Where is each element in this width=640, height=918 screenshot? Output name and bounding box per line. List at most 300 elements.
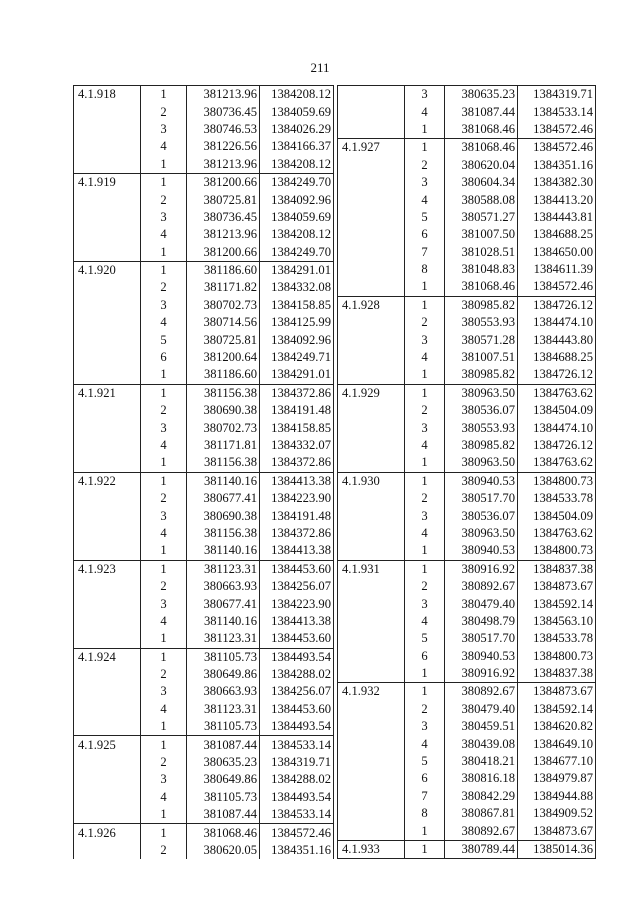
y-coordinate-cell: 1384026.29 [260,121,334,138]
x-coordinate-cell: 380725.81 [187,191,260,208]
plot-id-cell [338,402,405,419]
point-number-cell: 2 [141,666,187,683]
x-coordinate-cell: 380736.45 [187,209,260,226]
point-number-cell: 4 [405,613,445,630]
plot-id-cell: 4.1.918 [74,86,141,104]
coordinate-row [74,736,334,754]
y-coordinate-cell: 1384493.54 [260,648,334,666]
coordinate-row [338,683,596,701]
plot-id-cell [74,121,141,138]
y-coordinate-cell: 1384413.20 [518,191,596,208]
coordinate-row [338,402,596,419]
y-coordinate-cell: 1384763.62 [518,384,596,402]
x-coordinate-cell: 381186.60 [187,366,260,384]
y-coordinate-cell: 1384249.70 [260,173,334,191]
coordinate-row [338,261,596,278]
coordinate-row [74,156,334,174]
x-coordinate-cell: 380725.81 [187,331,260,348]
plot-id-cell [74,209,141,226]
y-coordinate-cell: 1384158.85 [260,419,334,436]
coordinate-row [338,157,596,174]
point-number-cell: 1 [141,384,187,402]
x-coordinate-cell: 380985.82 [445,437,518,454]
coordinate-row [74,244,334,262]
point-number-cell: 2 [141,842,187,859]
y-coordinate-cell: 1384453.60 [260,560,334,578]
coordinate-row [338,314,596,331]
x-coordinate-cell: 380479.40 [445,595,518,612]
plot-id-cell [338,103,405,120]
y-coordinate-cell: 1384291.01 [260,366,334,384]
point-number-cell: 2 [141,191,187,208]
plot-id-cell [338,805,405,822]
y-coordinate-cell: 1384092.96 [260,191,334,208]
y-coordinate-cell: 1384059.69 [260,209,334,226]
plot-id-cell [338,174,405,191]
x-coordinate-cell: 381140.16 [187,542,260,560]
plot-id-cell [74,754,141,771]
y-coordinate-cell: 1384837.38 [518,665,596,683]
point-number-cell: 3 [141,771,187,788]
x-coordinate-cell: 380588.08 [445,191,518,208]
x-coordinate-cell: 380553.93 [445,419,518,436]
point-number-cell: 5 [141,331,187,348]
point-number-cell: 2 [405,314,445,331]
point-number-cell: 1 [405,542,445,560]
plot-id-cell [338,157,405,174]
x-coordinate-cell: 381200.66 [187,173,260,191]
point-number-cell: 1 [141,560,187,578]
coordinate-row [74,261,334,279]
x-coordinate-cell: 381007.51 [445,349,518,366]
plot-id-cell [338,525,405,542]
plot-id-cell [74,718,141,736]
y-coordinate-cell: 1384504.09 [518,507,596,524]
x-coordinate-cell: 380963.50 [445,384,518,402]
x-coordinate-cell: 380892.67 [445,578,518,595]
x-coordinate-cell: 381140.16 [187,472,260,490]
y-coordinate-cell: 1384979.87 [518,770,596,787]
coordinate-row [74,648,334,666]
point-number-cell: 2 [141,490,187,507]
x-coordinate-cell: 380736.45 [187,103,260,120]
point-number-cell: 4 [405,191,445,208]
plot-id-cell: 4.1.928 [338,296,405,314]
coordinate-row [74,666,334,683]
x-coordinate-cell: 381087.44 [187,806,260,824]
point-number-cell: 1 [405,472,445,490]
point-number-cell: 1 [405,665,445,683]
coordinate-row [338,822,596,840]
y-coordinate-cell: 1384332.07 [260,437,334,454]
plot-id-cell [338,701,405,718]
coordinate-row [338,542,596,560]
point-number-cell: 3 [141,297,187,314]
point-number-cell: 3 [405,86,445,104]
plot-id-cell [74,226,141,243]
point-number-cell: 1 [141,648,187,666]
plot-id-cell [74,402,141,419]
y-coordinate-cell: 1384223.90 [260,595,334,612]
plot-id-cell: 4.1.925 [74,736,141,754]
coordinate-row [74,86,334,104]
coordinate-row [338,560,596,578]
x-coordinate-cell: 380816.18 [445,770,518,787]
point-number-cell: 4 [141,437,187,454]
y-coordinate-cell: 1384256.07 [260,683,334,700]
x-coordinate-cell: 381007.50 [445,226,518,243]
point-number-cell: 3 [141,419,187,436]
plot-id-cell [338,753,405,770]
x-coordinate-cell: 380867.81 [445,805,518,822]
coordinate-row [74,349,334,366]
x-coordinate-cell: 381068.46 [187,824,260,842]
y-coordinate-cell: 1384291.01 [260,261,334,279]
y-coordinate-cell: 1384493.54 [260,718,334,736]
y-coordinate-cell: 1384351.16 [260,842,334,859]
y-coordinate-cell: 1384726.12 [518,437,596,454]
y-coordinate-cell: 1384372.86 [260,454,334,472]
y-coordinate-cell: 1385014.36 [518,840,596,858]
y-coordinate-cell: 1384873.67 [518,578,596,595]
plot-id-cell [74,542,141,560]
plot-id-cell: 4.1.930 [338,472,405,490]
point-number-cell: 4 [405,735,445,752]
plot-id-cell: 4.1.919 [74,173,141,191]
plot-id-cell [338,349,405,366]
x-coordinate-cell: 381171.82 [187,279,260,296]
x-coordinate-cell: 380940.53 [445,648,518,665]
point-number-cell: 3 [405,174,445,191]
x-coordinate-cell: 380690.38 [187,507,260,524]
point-number-cell: 3 [405,718,445,735]
plot-id-cell [74,578,141,595]
y-coordinate-cell: 1384288.02 [260,771,334,788]
coordinate-row [338,244,596,261]
x-coordinate-cell: 380553.93 [445,314,518,331]
coordinate-row [338,595,596,612]
plot-id-cell [74,156,141,174]
point-number-cell: 2 [141,103,187,120]
x-coordinate-cell: 380677.41 [187,490,260,507]
plot-id-cell [338,244,405,261]
point-number-cell: 1 [405,822,445,840]
point-number-cell: 1 [141,472,187,490]
x-coordinate-cell: 380842.29 [445,788,518,805]
point-number-cell: 2 [141,754,187,771]
plot-id-cell [338,735,405,752]
y-coordinate-cell: 1384443.81 [518,209,596,226]
y-coordinate-cell: 1384837.38 [518,560,596,578]
coordinate-row [338,805,596,822]
coordinate-row [74,701,334,718]
x-coordinate-cell: 380649.86 [187,771,260,788]
point-number-cell: 7 [405,788,445,805]
y-coordinate-cell: 1384413.38 [260,542,334,560]
plot-id-cell [338,261,405,278]
plot-id-cell [74,842,141,859]
y-coordinate-cell: 1384372.86 [260,525,334,542]
coordinate-row [74,226,334,243]
coordinate-row [74,437,334,454]
point-number-cell: 3 [141,209,187,226]
point-number-cell: 1 [405,139,445,157]
point-number-cell: 1 [405,121,445,139]
x-coordinate-cell: 380649.86 [187,666,260,683]
point-number-cell: 1 [141,261,187,279]
plot-id-cell [338,822,405,840]
plot-id-cell: 4.1.921 [74,384,141,402]
plot-id-cell [74,279,141,296]
x-coordinate-cell: 381213.96 [187,156,260,174]
x-coordinate-cell: 381200.66 [187,244,260,262]
page-number: 211 [310,60,330,75]
x-coordinate-cell: 381087.44 [445,103,518,120]
coordinate-row [74,279,334,296]
plot-id-cell [74,613,141,630]
point-number-cell: 1 [405,454,445,472]
point-number-cell: 1 [405,296,445,314]
right-coordinate-column [337,85,596,859]
y-coordinate-cell: 1384319.71 [518,86,596,104]
plot-id-cell [338,770,405,787]
coordinate-row [338,103,596,120]
coordinate-row [74,138,334,155]
coordinate-row [74,331,334,348]
point-number-cell: 6 [141,349,187,366]
x-coordinate-cell: 381156.38 [187,454,260,472]
plot-id-cell [74,244,141,262]
y-coordinate-cell: 1384533.14 [260,736,334,754]
plot-id-cell: 4.1.924 [74,648,141,666]
coordinate-row [338,331,596,348]
plot-id-cell [74,366,141,384]
x-coordinate-cell: 381068.46 [445,278,518,296]
point-number-cell: 3 [405,331,445,348]
x-coordinate-cell: 380536.07 [445,402,518,419]
coordinate-row [338,630,596,647]
coordinate-row [74,507,334,524]
x-coordinate-cell: 380985.82 [445,366,518,384]
coordinate-row [74,366,334,384]
x-coordinate-cell: 380635.23 [187,754,260,771]
point-number-cell: 1 [405,683,445,701]
plot-id-cell [74,806,141,824]
x-coordinate-cell: 380663.93 [187,578,260,595]
y-coordinate-cell: 1384125.99 [260,314,334,331]
coordinate-row [74,842,334,859]
x-coordinate-cell: 381186.60 [187,261,260,279]
x-coordinate-cell: 381213.96 [187,86,260,104]
point-number-cell: 2 [405,578,445,595]
y-coordinate-cell: 1384208.12 [260,86,334,104]
x-coordinate-cell: 380963.50 [445,454,518,472]
coordinate-row [338,437,596,454]
y-coordinate-cell: 1384474.10 [518,314,596,331]
coordinate-row [338,86,596,104]
x-coordinate-cell: 380963.50 [445,525,518,542]
point-number-cell: 1 [405,560,445,578]
y-coordinate-cell: 1384413.38 [260,613,334,630]
x-coordinate-cell: 381123.31 [187,560,260,578]
x-coordinate-cell: 380571.28 [445,331,518,348]
x-coordinate-cell: 380985.82 [445,296,518,314]
coordinate-row [338,753,596,770]
y-coordinate-cell: 1384453.60 [260,701,334,718]
y-coordinate-cell: 1384650.00 [518,244,596,261]
plot-id-cell [338,454,405,472]
coordinate-row [74,542,334,560]
x-coordinate-cell: 381028.51 [445,244,518,261]
y-coordinate-cell: 1384382.30 [518,174,596,191]
y-coordinate-cell: 1384191.48 [260,402,334,419]
coordinate-row [74,314,334,331]
point-number-cell: 4 [405,349,445,366]
plot-id-cell [338,788,405,805]
y-coordinate-cell: 1384474.10 [518,419,596,436]
y-coordinate-cell: 1384249.71 [260,349,334,366]
y-coordinate-cell: 1384800.73 [518,542,596,560]
x-coordinate-cell: 381171.81 [187,437,260,454]
coordinate-row [74,789,334,806]
coordinate-row [74,525,334,542]
coordinate-row [74,595,334,612]
point-number-cell: 1 [405,278,445,296]
coordinate-row [338,139,596,157]
plot-id-cell [74,349,141,366]
y-coordinate-cell: 1384059.69 [260,103,334,120]
coordinate-row [74,718,334,736]
coordinate-row [74,191,334,208]
coordinate-row [338,191,596,208]
x-coordinate-cell: 380498.79 [445,613,518,630]
x-coordinate-cell: 380702.73 [187,297,260,314]
point-number-cell: 1 [141,736,187,754]
point-number-cell: 1 [141,156,187,174]
left-coordinate-column [73,85,334,859]
coordinate-row [74,806,334,824]
plot-id-cell [338,226,405,243]
x-coordinate-cell: 380940.53 [445,542,518,560]
plot-id-cell [74,314,141,331]
coordinate-row [338,507,596,524]
y-coordinate-cell: 1384909.52 [518,805,596,822]
x-coordinate-cell: 381226.56 [187,138,260,155]
x-coordinate-cell: 380746.53 [187,121,260,138]
coordinate-row [338,788,596,805]
y-coordinate-cell: 1384223.90 [260,490,334,507]
x-coordinate-cell: 381068.46 [445,139,518,157]
plot-id-cell: 4.1.923 [74,560,141,578]
plot-id-cell [74,789,141,806]
point-number-cell: 1 [141,806,187,824]
coordinate-row [338,613,596,630]
coordinate-row [74,613,334,630]
plot-id-cell [74,138,141,155]
point-number-cell: 3 [405,419,445,436]
x-coordinate-cell: 381140.16 [187,613,260,630]
point-number-cell: 6 [405,648,445,665]
y-coordinate-cell: 1384873.67 [518,822,596,840]
y-coordinate-cell: 1384533.14 [260,806,334,824]
x-coordinate-cell: 380517.70 [445,490,518,507]
point-number-cell: 1 [141,542,187,560]
plot-id-cell: 4.1.932 [338,683,405,701]
coordinate-row [338,419,596,436]
y-coordinate-cell: 1384726.12 [518,366,596,384]
x-coordinate-cell: 380663.93 [187,683,260,700]
point-number-cell: 5 [405,753,445,770]
coordinate-row [74,419,334,436]
y-coordinate-cell: 1384533.78 [518,630,596,647]
coordinate-row [74,754,334,771]
y-coordinate-cell: 1384677.10 [518,753,596,770]
coordinate-row [74,771,334,788]
y-coordinate-cell: 1384592.14 [518,701,596,718]
plot-id-cell [338,665,405,683]
point-number-cell: 1 [141,244,187,262]
x-coordinate-cell: 380916.92 [445,665,518,683]
coordinate-row [74,103,334,120]
coordinate-row [74,121,334,138]
plot-id-cell [338,86,405,104]
y-coordinate-cell: 1384413.38 [260,472,334,490]
coordinate-row [74,490,334,507]
point-number-cell: 8 [405,805,445,822]
plot-id-cell: 4.1.920 [74,261,141,279]
plot-id-cell [338,366,405,384]
x-coordinate-cell: 381156.38 [187,525,260,542]
plot-id-cell [74,595,141,612]
coordinate-row [74,472,334,490]
coordinate-row [74,454,334,472]
x-coordinate-cell: 380418.21 [445,753,518,770]
y-coordinate-cell: 1384726.12 [518,296,596,314]
plot-id-cell [338,490,405,507]
coordinate-row [338,840,596,858]
x-coordinate-cell: 381105.73 [187,789,260,806]
point-number-cell: 8 [405,261,445,278]
x-coordinate-cell: 380536.07 [445,507,518,524]
coordinate-row [338,490,596,507]
point-number-cell: 3 [141,683,187,700]
y-coordinate-cell: 1384763.62 [518,454,596,472]
y-coordinate-cell: 1384572.46 [518,139,596,157]
x-coordinate-cell: 380690.38 [187,402,260,419]
plot-id-cell [74,454,141,472]
point-number-cell: 2 [141,279,187,296]
y-coordinate-cell: 1384288.02 [260,666,334,683]
y-coordinate-cell: 1384800.73 [518,472,596,490]
x-coordinate-cell: 381123.31 [187,701,260,718]
x-coordinate-cell: 381087.44 [187,736,260,754]
x-coordinate-cell: 381123.31 [187,630,260,648]
y-coordinate-cell: 1384592.14 [518,595,596,612]
point-number-cell: 5 [405,630,445,647]
plot-id-cell: 4.1.933 [338,840,405,858]
coordinate-row [338,296,596,314]
plot-id-cell [338,209,405,226]
y-coordinate-cell: 1384620.82 [518,718,596,735]
point-number-cell: 7 [405,244,445,261]
point-number-cell: 1 [405,366,445,384]
point-number-cell: 4 [141,789,187,806]
coordinate-row [74,384,334,402]
point-number-cell: 2 [405,157,445,174]
point-number-cell: 4 [141,138,187,155]
y-coordinate-cell: 1384800.73 [518,648,596,665]
coordinate-row [338,278,596,296]
